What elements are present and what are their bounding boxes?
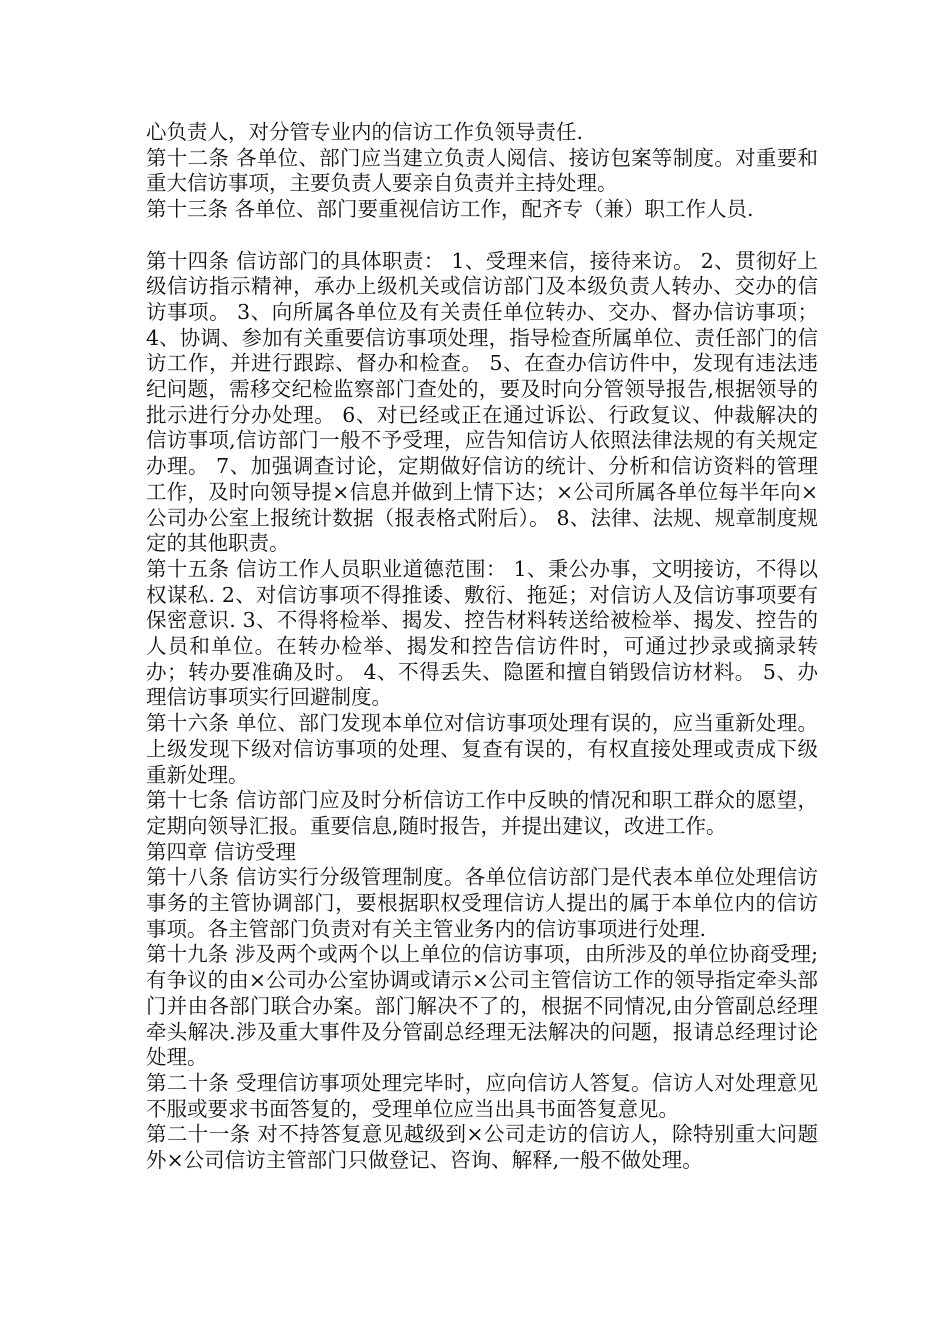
article-12: 第十二条 各单位、部门应当建立负责人阅信、接访包案等制度。对重要和重大信访事项，主要负责人要亲自负责并主持处理。 [146,145,818,196]
article-16: 第十六条 单位、部门发现本单位对信访事项处理有误的，应当重新处理。上级发现下级对信访事项的处理、复查有误的，有权直接处理或责成下级重新处理。 [146,711,818,787]
blank-line [146,223,818,249]
article-18: 第十八条 信访实行分级管理制度。各单位信访部门是代表本单位处理信访事务的主管协调部门，要根据职权受理信访人提出的属于本单位内的信访事项。各主管部门负责对有关主管业务内的信访事项进行处理. [146,865,818,941]
article-15: 第十五条 信访工作人员职业道德范围： 1、秉公办事，文明接访，不得以权谋私. 2、对信访事项不得推诿、敷衍、拖延；对信访人及信访事项要有保密意识. 3、不得将检举、揭发、控告材料转送给被检举、揭发、控告的人员和单位。在转办检举、揭发和控告信访件时，可通过抄录或摘录转办；转办要准确及时。 4、不得丢失、隐匿和擅自销毁信访材料。 5、办理信访事项实行回避制度。 [146,556,818,710]
article-19: 第十九条 涉及两个或两个以上单位的信访事项，由所涉及的单位协商受理;有争议的由×公司办公室协调或请示×公司主管信访工作的领导指定牵头部门并由各部门联合办案。部门解决不了的，根据不同情况,由分管副总经理牵头解决.涉及重大事件及分管副总经理无法解决的问题，报请总经理讨论处理。 [146,942,818,1070]
paragraph-responsibility-continuation: 心负责人，对分管专业内的信访工作负领导责任. [146,120,584,144]
article-14: 第十四条 信访部门的具体职责： 1、受理来信，接待来访。 2、贯彻好上级信访指示精神，承办上级机关或信访部门及本级负责人转办、交办的信访事项。 3、向所属各单位及有关责任单位转办、交办、督办信访事项； 4、协调、参加有关重要信访事项处理，指导检查所属单位、责任部门的信访工作，并进行跟踪、督办和检查。 5、在查办信访件中，发现有违法违纪问题，需移交纪检监察部门查处的，要及时向分管领导报告,根据领导的批示进行分办处理。 6、对已经或正在通过诉讼、行政复议、仲裁解决的信访事项,信访部门一般不予受理，应告知信访人依照法律法规的有关规定办理。 7、加强调查讨论，定期做好信访的统计、分析和信访资料的管理工作，及时向领导提×信息并做到上情下达；×公司所属各单位每半年向×公司办公室上报统计数据（报表格式附后）。 8、法律、法规、规章制度规定的其他职责。 [146,248,818,556]
article-13: 第十三条 各单位、部门要重视信访工作，配齐专（兼）职工作人员. [146,197,754,222]
chapter-4-heading: 第四章 信访受理 [146,839,297,864]
document-body [146,120,818,1174]
article-20: 第二十条 受理信访事项处理完毕时，应向信访人答复。信访人对处理意见不服或要求书面答复的，受理单位应当出具书面答复意见。 [146,1071,818,1121]
article-17: 第十七条 信访部门应及时分析信访工作中反映的情况和职工群众的愿望，定期向领导汇报。重要信息,随时报告，并提出建议，改进工作。 [146,788,818,838]
article-21: 第二十一条 对不持答复意见越级到×公司走访的信访人，除特别重大问题外×公司信访主管部门只做登记、咨询、解释,一般不做处理。 [146,1122,818,1173]
